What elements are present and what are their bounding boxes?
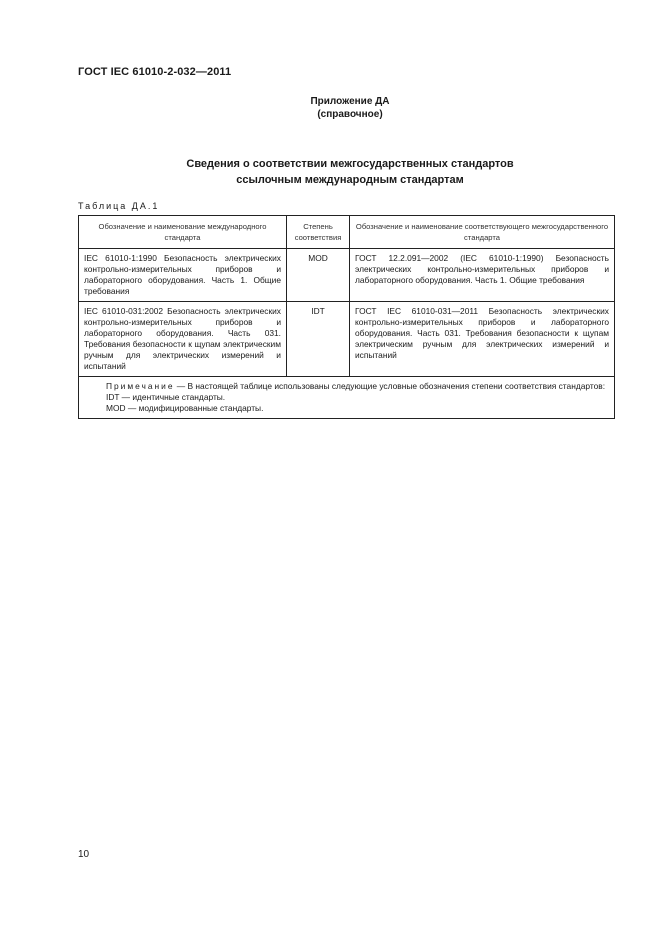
cell-international-standard: IEC 61010-031:2002 Безопасность электрических контрольно-измерительных приборов и лабораторного оборудования. Часть 031. Требования безопасности к щупам электрическим ручным для электрических измерений и испытаний bbox=[79, 302, 287, 377]
note-item-mod: MOD — модифицированные стандарты. bbox=[106, 403, 264, 413]
table-row bbox=[79, 249, 615, 302]
appendix-subtitle: (справочное) bbox=[317, 109, 383, 120]
table-caption: Таблица ДА.1 bbox=[78, 201, 160, 211]
section-title-line-1: Сведения о соответствии межгосударственных стандартов bbox=[186, 158, 514, 170]
cell-degree: IDT bbox=[287, 302, 350, 377]
cell-international-standard: IEC 61010-1:1990 Безопасность электрических контрольно-измерительных приборов и лабораторного оборудования. Часть 1. Общие требования bbox=[79, 249, 287, 302]
header-degree-of-correspondence: Степень соответствия bbox=[287, 216, 350, 249]
cell-degree: MOD bbox=[287, 249, 350, 302]
table-header-row bbox=[79, 216, 615, 249]
table-note bbox=[79, 377, 615, 419]
note-text: — В настоящей таблице использованы следующие условные обозначения степени соответствия стандартов: bbox=[174, 381, 606, 391]
cell-interstate-standard: ГОСТ 12.2.091—2002 (IEC 61010-1:1990) Безопасность электрических контрольно-измерительных приборов и лабораторного оборудования. Часть 1. Общие требования bbox=[350, 249, 615, 302]
standards-correspondence-table bbox=[78, 215, 615, 419]
note-intro bbox=[84, 381, 609, 392]
header-interstate-standard: Обозначение и наименование соответствующего межгосударственного стандарта bbox=[350, 216, 615, 249]
table-note-row bbox=[79, 377, 615, 419]
table-row bbox=[79, 302, 615, 377]
appendix-heading bbox=[0, 95, 661, 121]
cell-interstate-standard: ГОСТ IEC 61010-031—2011 Безопасность электрических контрольно-измерительных приборов и лабораторного оборудования. Часть 031. Требования безопасности к щупам электрическим ручным для электрических измерений и испытаний bbox=[350, 302, 615, 377]
section-title bbox=[0, 156, 661, 188]
page-number: 10 bbox=[78, 849, 90, 860]
document-code-header: ГОСТ IEC 61010-2-032—2011 bbox=[78, 66, 232, 78]
header-international-standard: Обозначение и наименование международного стандарта bbox=[79, 216, 287, 249]
section-title-line-2: ссылочным международным стандартам bbox=[236, 174, 464, 186]
note-label: Примечание bbox=[106, 381, 175, 391]
note-item-idt: IDT — идентичные стандарты. bbox=[106, 392, 226, 402]
appendix-title: Приложение ДА bbox=[310, 96, 390, 107]
